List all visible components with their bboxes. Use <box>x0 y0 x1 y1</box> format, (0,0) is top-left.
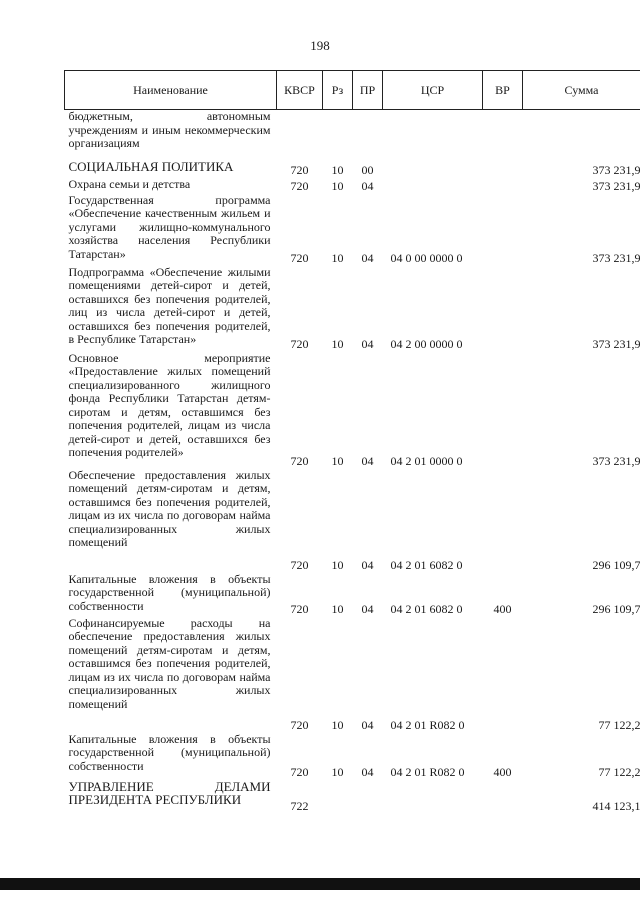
row-pr: 04 <box>361 337 374 351</box>
row-rz: 10 <box>331 251 344 265</box>
row-name: СОЦИАЛЬНАЯ ПОЛИТИКА <box>68 158 234 174</box>
table-row <box>65 733 640 780</box>
row-name: Подпрограмма «Обеспечение жилыми помещениями детей-сирот и детей, оставшихся без попечения родителей, лиц из числа детей-сирот и детей, оставшихся без попечения родителей, в Республике Татарстан» <box>68 264 271 346</box>
table-row <box>65 780 640 814</box>
row-pr <box>353 780 383 814</box>
row-name: Охрана семьи и детства <box>68 176 191 191</box>
row-name: Софинансируемые расходы на обеспечение предоставления жилых помещений детям-сиротам и детям, оставшимся без попечения родителей, лицам из их числа по договорам найма специализированных жилых помещений <box>68 615 271 711</box>
row-rz: 10 <box>331 765 344 779</box>
row-pr: 04 <box>361 251 374 265</box>
row-rz <box>323 110 353 160</box>
row-kvsr <box>277 110 323 160</box>
header-kvsr: КВСР <box>277 71 323 110</box>
row-csr: 04 2 01 0000 0 <box>390 454 463 468</box>
header-sum: Сумма <box>523 71 640 110</box>
row-rz <box>323 780 353 814</box>
row-rz: 10 <box>331 602 344 616</box>
row-kvsr: 720 <box>290 179 309 193</box>
row-csr <box>383 178 483 194</box>
row-kvsr: 720 <box>290 602 309 616</box>
header-pr: ПР <box>353 71 383 110</box>
row-vr: 400 <box>493 765 512 779</box>
row-csr: 04 0 00 0000 0 <box>390 251 463 265</box>
row-vr <box>483 266 523 352</box>
row-csr <box>383 160 483 178</box>
row-csr <box>383 110 483 160</box>
table-header-row <box>65 71 640 110</box>
row-rz: 10 <box>331 179 344 193</box>
table-row <box>65 160 640 178</box>
table-row <box>65 573 640 617</box>
row-pr: 04 <box>361 765 374 779</box>
row-name: Обеспечение предоставления жилых помещений детям-сиротам и детям, оставшимся без попечения родителей, лицам из их числа по договорам найма специализированных жилых помещений <box>68 467 271 549</box>
row-vr <box>483 469 523 573</box>
row-rz: 10 <box>331 718 344 732</box>
table-row <box>65 178 640 194</box>
row-sum: 373 231,9 <box>592 179 640 193</box>
row-kvsr: 720 <box>290 765 309 779</box>
row-rz: 10 <box>331 454 344 468</box>
row-vr <box>483 617 523 733</box>
row-csr: 04 2 00 0000 0 <box>390 337 463 351</box>
row-sum: 77 122,2 <box>598 718 640 732</box>
row-sum: 296 109,7 <box>592 558 640 572</box>
page-number: 198 <box>310 38 330 53</box>
row-sum: 373 231,9 <box>592 337 640 351</box>
row-pr: 04 <box>361 718 374 732</box>
row-sum: 373 231,9 <box>592 251 640 265</box>
row-pr <box>353 110 383 160</box>
row-vr <box>483 160 523 178</box>
row-pr: 04 <box>361 602 374 616</box>
row-vr <box>483 780 523 814</box>
row-name: бюджетным, автономным учреждениям и иным некоммерческим организациям <box>68 109 271 150</box>
row-sum: 373 231,9 <box>592 454 640 468</box>
row-kvsr: 720 <box>290 558 309 572</box>
row-name: Государственная программа «Обеспечение качественным жильем и услугами жилищно-коммунального хозяйства населения Республики Татарстан» <box>68 192 271 261</box>
row-sum: 296 109,7 <box>592 602 640 616</box>
row-vr <box>483 110 523 160</box>
row-kvsr: 720 <box>290 718 309 732</box>
row-vr <box>483 194 523 266</box>
table-row <box>65 617 640 733</box>
scan-border-bar <box>0 878 640 890</box>
row-vr <box>483 178 523 194</box>
row-csr: 04 2 01 R082 0 <box>390 765 465 779</box>
row-pr: 04 <box>361 558 374 572</box>
row-sum <box>523 110 640 160</box>
header-name: Наименование <box>65 71 277 110</box>
row-pr: 04 <box>361 179 374 193</box>
row-csr: 04 2 01 6082 0 <box>390 602 463 616</box>
row-vr: 400 <box>493 602 512 616</box>
header-rz: Рз <box>323 71 353 110</box>
budget-table <box>64 70 640 814</box>
row-pr: 00 <box>361 163 374 177</box>
header-csr: ЦСР <box>383 71 483 110</box>
row-pr: 04 <box>361 454 374 468</box>
row-csr: 04 2 01 R082 0 <box>390 718 465 732</box>
header-vr: ВР <box>483 71 523 110</box>
row-kvsr: 720 <box>290 454 309 468</box>
table-row <box>65 266 640 352</box>
row-kvsr: 720 <box>290 337 309 351</box>
row-kvsr: 722 <box>290 799 309 813</box>
row-name: Капитальные вложения в объекты государственной (муниципальной) собственности <box>68 571 271 613</box>
row-kvsr: 720 <box>290 251 309 265</box>
row-rz: 10 <box>331 163 344 177</box>
row-csr: 04 2 01 6082 0 <box>390 558 463 572</box>
table-row <box>65 352 640 469</box>
row-name: Капитальные вложения в объекты государственной (муниципальной) собственности <box>68 731 271 773</box>
row-sum: 373 231,9 <box>592 163 640 177</box>
table-row <box>65 469 640 573</box>
row-sum: 414 123,1 <box>592 799 640 813</box>
row-kvsr: 720 <box>290 163 309 177</box>
table-row <box>65 110 640 160</box>
row-csr <box>383 780 483 814</box>
row-name: УПРАВЛЕНИЕ ДЕЛАМИ ПРЕЗИДЕНТА РЕСПУБЛИКИ <box>68 778 271 807</box>
row-sum: 77 122,2 <box>598 765 640 779</box>
table-row <box>65 194 640 266</box>
row-name: Основное мероприятие «Предоставление жилых помещений специализированного жилищного фонда Республики Татарстан детям-сиротам и детям, оставшимся без попечения родителей, лицам из числа детей-сирот и детей, оставшихся без попечения родителей» <box>68 350 271 459</box>
row-vr <box>483 352 523 469</box>
row-rz: 10 <box>331 337 344 351</box>
row-rz: 10 <box>331 558 344 572</box>
